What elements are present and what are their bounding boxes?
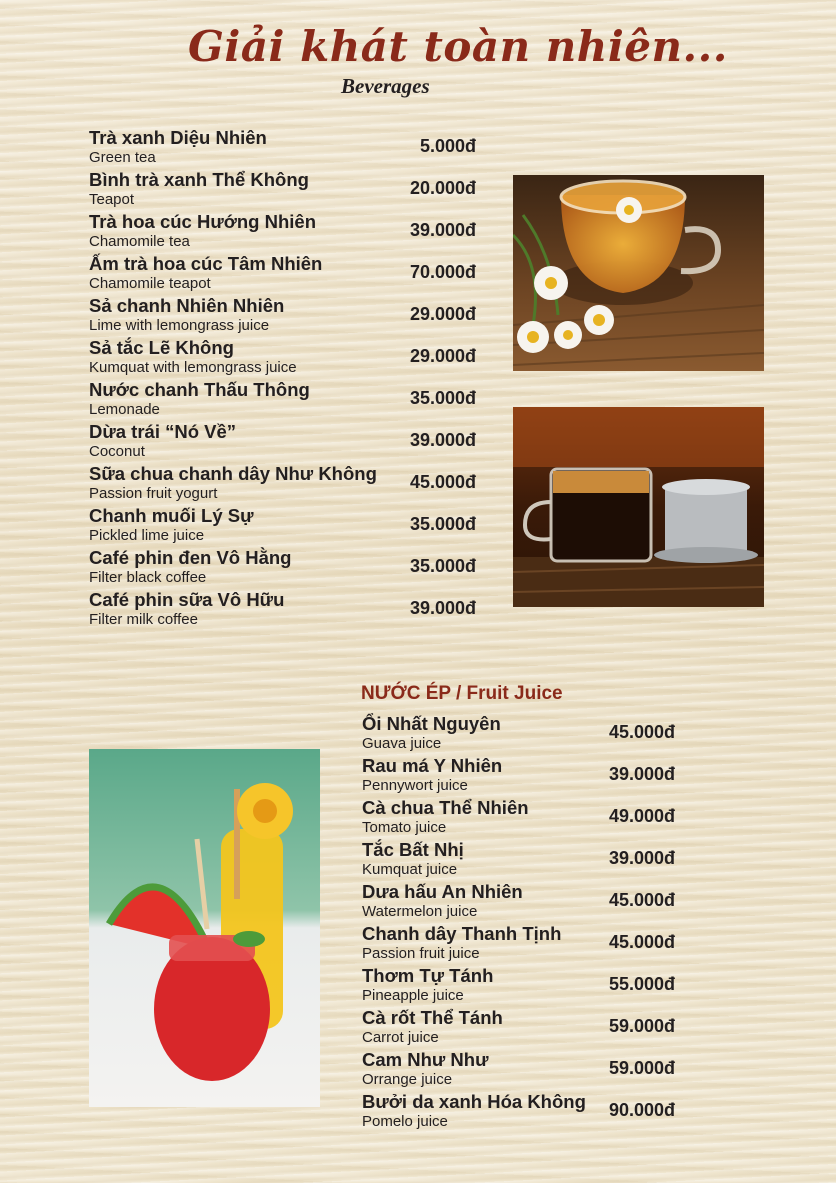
beverage-menu-item bbox=[89, 463, 479, 505]
beverage-menu-item bbox=[89, 211, 479, 253]
beverage-menu-item bbox=[89, 421, 479, 463]
beverage-item-english-name: Lemonade bbox=[89, 401, 160, 418]
juice-item-name: Bưởi da xanh Hóa Không bbox=[362, 1091, 586, 1112]
beverage-item-english-name: Teapot bbox=[89, 191, 135, 208]
juice-menu-item bbox=[362, 755, 678, 797]
juice-item-price: 45.000đ bbox=[608, 932, 675, 952]
beverage-item-price: 20.000đ bbox=[409, 178, 476, 198]
juice-item-english-name: Guava juice bbox=[362, 735, 442, 752]
juice-menu-item bbox=[362, 797, 678, 839]
juice-menu-item bbox=[362, 965, 678, 1007]
beverage-item-english-name: Pickled lime juice bbox=[89, 527, 205, 544]
beverage-item-english-name: Passion fruit yogurt bbox=[89, 485, 218, 502]
juice-item-price: 59.000đ bbox=[608, 1058, 675, 1078]
juice-item-english-name: Tomato juice bbox=[362, 819, 447, 836]
juice-menu-item bbox=[362, 713, 678, 755]
beverage-menu-item bbox=[89, 253, 479, 295]
juice-item-name: Thơm Tự Tánh bbox=[362, 965, 494, 986]
menu-subtitle: Beverages bbox=[341, 74, 430, 98]
chamomile-tea-photo bbox=[513, 175, 764, 371]
juice-item-price: 90.000đ bbox=[608, 1100, 675, 1120]
beverage-item-price: 29.000đ bbox=[409, 346, 476, 366]
juice-item-name: Cà rốt Thể Tánh bbox=[362, 1007, 503, 1028]
beverage-item-name: Ấm trà hoa cúc Tâm Nhiên bbox=[89, 253, 323, 274]
beverage-menu-item bbox=[89, 337, 479, 379]
juice-item-english-name: Watermelon juice bbox=[362, 903, 478, 920]
juice-item-name: Ổi Nhất Nguyên bbox=[362, 713, 501, 734]
beverage-menu-item bbox=[89, 589, 479, 631]
juice-item-name: Cam Như Như bbox=[362, 1049, 489, 1070]
juice-item-name: Dưa hấu An Nhiên bbox=[362, 881, 523, 902]
beverage-item-name: Nước chanh Thấu Thông bbox=[89, 379, 310, 400]
beverage-item-name: Trà xanh Diệu Nhiên bbox=[89, 127, 267, 148]
juice-item-name: Cà chua Thể Nhiên bbox=[362, 797, 529, 818]
juice-menu-item bbox=[362, 1049, 678, 1091]
juice-item-price: 55.000đ bbox=[608, 974, 675, 994]
juice-item-price: 49.000đ bbox=[608, 806, 675, 826]
beverage-menu-item bbox=[89, 505, 479, 547]
juice-item-price: 45.000đ bbox=[608, 722, 675, 742]
beverage-item-price: 39.000đ bbox=[409, 598, 476, 618]
beverage-menu-item bbox=[89, 295, 479, 337]
juice-menu-item bbox=[362, 1091, 678, 1133]
juice-menu-item bbox=[362, 1007, 678, 1049]
juice-section-heading: NƯỚC ÉP / Fruit Juice bbox=[361, 683, 563, 704]
juice-item-name: Chanh dây Thanh Tịnh bbox=[362, 923, 562, 944]
beverage-item-name: Chanh muối Lý Sự bbox=[89, 505, 254, 526]
beverage-item-english-name: Chamomile tea bbox=[89, 233, 190, 250]
beverage-menu-item bbox=[89, 127, 479, 169]
menu-title: Giải khát toàn nhiên... bbox=[188, 22, 728, 71]
beverage-item-name: Bình trà xanh Thể Không bbox=[89, 169, 309, 190]
juice-item-english-name: Kumquat juice bbox=[362, 861, 458, 878]
juice-item-name: Tắc Bất Nhị bbox=[362, 839, 464, 860]
beverage-item-name: Sả tắc Lẽ Không bbox=[89, 337, 234, 358]
beverage-item-english-name: Chamomile teapot bbox=[89, 275, 211, 292]
juice-photo bbox=[89, 749, 320, 1107]
juice-item-english-name: Passion fruit juice bbox=[362, 945, 480, 962]
juice-item-price: 39.000đ bbox=[608, 764, 675, 784]
beverage-item-name: Trà hoa cúc Hướng Nhiên bbox=[89, 211, 316, 232]
beverage-item-name: Café phin sữa Vô Hữu bbox=[89, 589, 285, 610]
beverage-item-price: 39.000đ bbox=[409, 220, 476, 240]
beverage-item-price: 5.000đ bbox=[419, 136, 476, 156]
beverage-item-price: 45.000đ bbox=[409, 472, 476, 492]
juice-list bbox=[362, 713, 678, 1133]
beverage-item-name: Dừa trái “Nó Về” bbox=[89, 421, 237, 442]
beverage-item-english-name: Filter milk coffee bbox=[89, 611, 198, 628]
juice-item-english-name: Pennywort juice bbox=[362, 777, 468, 794]
beverage-item-english-name: Coconut bbox=[89, 443, 145, 460]
coffee-photo bbox=[513, 407, 764, 607]
beverage-item-name: Sả chanh Nhiên Nhiên bbox=[89, 295, 285, 316]
beverage-menu-item bbox=[89, 169, 479, 211]
juice-menu-item bbox=[362, 881, 678, 923]
juice-item-price: 59.000đ bbox=[608, 1016, 675, 1036]
beverage-item-english-name: Green tea bbox=[89, 149, 156, 166]
juice-menu-item bbox=[362, 923, 678, 965]
beverage-menu-item bbox=[89, 379, 479, 421]
beverage-item-price: 39.000đ bbox=[409, 430, 476, 450]
beverage-item-price: 70.000đ bbox=[409, 262, 476, 282]
beverage-item-price: 29.000đ bbox=[409, 304, 476, 324]
juice-item-english-name: Orrange juice bbox=[362, 1071, 453, 1088]
juice-item-english-name: Pineapple juice bbox=[362, 987, 464, 1004]
juice-item-english-name: Carrot juice bbox=[362, 1029, 439, 1046]
beverage-item-price: 35.000đ bbox=[409, 388, 476, 408]
juice-item-name: Rau má Y Nhiên bbox=[362, 755, 503, 776]
beverage-item-english-name: Kumquat with lemongrass juice bbox=[89, 359, 297, 376]
beverage-item-name: Café phin đen Vô Hằng bbox=[89, 547, 292, 568]
juice-item-price: 45.000đ bbox=[608, 890, 675, 910]
beverage-item-name: Sữa chua chanh dây Như Không bbox=[89, 463, 377, 484]
beverage-item-english-name: Filter black coffee bbox=[89, 569, 207, 586]
beverages-list bbox=[89, 127, 479, 631]
beverage-menu-item bbox=[89, 547, 479, 589]
juice-item-price: 39.000đ bbox=[608, 848, 675, 868]
beverage-item-english-name: Lime with lemongrass juice bbox=[89, 317, 270, 334]
juice-menu-item bbox=[362, 839, 678, 881]
juice-item-english-name: Pomelo juice bbox=[362, 1113, 448, 1130]
beverage-item-price: 35.000đ bbox=[409, 556, 476, 576]
beverage-item-price: 35.000đ bbox=[409, 514, 476, 534]
